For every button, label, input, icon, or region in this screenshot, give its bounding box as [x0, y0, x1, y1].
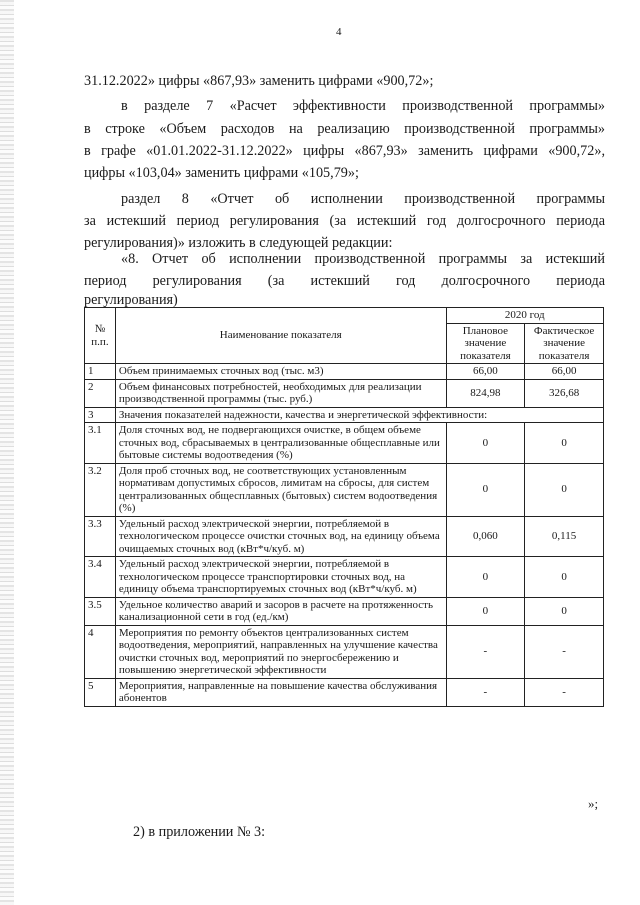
row-planned: - — [446, 625, 525, 678]
table-header-row — [85, 308, 604, 324]
row-planned: 0 — [446, 597, 525, 625]
row-num: 3.2 — [85, 463, 116, 516]
row-name: Значения показателей надежности, качества и энергетической эффективности: — [115, 407, 603, 423]
row-num: 3.3 — [85, 516, 116, 557]
header-name: Наименование показателя — [115, 308, 446, 364]
table-row — [85, 557, 604, 598]
text-line: в разделе 7 «Расчет эффективности производственной программы» — [121, 98, 605, 114]
table-row — [85, 597, 604, 625]
row-num: 2 — [85, 379, 116, 407]
section-heading-line: период регулирования (за истекший год долгосрочного периода — [84, 273, 605, 289]
header-year: 2020 год — [446, 308, 603, 324]
row-name: Объем принимаемых сточных вод (тыс. м3) — [115, 364, 446, 380]
row-actual: 0 — [525, 423, 604, 464]
table-row — [85, 516, 604, 557]
scan-edge — [0, 0, 14, 905]
row-num: 3 — [85, 407, 116, 423]
row-name: Удельное количество аварий и засоров в расчете на протяженность канализационной сети в год (ед./км) — [115, 597, 446, 625]
text-line: цифры «103,04» заменить цифрами «105,79»; — [84, 165, 359, 181]
table-row — [85, 463, 604, 516]
row-actual: 0 — [525, 597, 604, 625]
row-name: Удельный расход электрической энергии, потребляемой в технологическом процессе транспортировки сточных вод, на единицу объема транспортируемых сточных вод (кВт*ч/куб. м) — [115, 557, 446, 598]
row-actual: 326,68 — [525, 379, 604, 407]
row-planned: 0 — [446, 423, 525, 464]
row-name: Мероприятия, направленные на повышение качества обслуживания абонентов — [115, 678, 446, 706]
text-line: за истекший период регулирования (за истекший год долгосрочного периода — [84, 213, 605, 229]
report-table — [84, 307, 604, 707]
row-actual: 66,00 — [525, 364, 604, 380]
header-planned: Плановое значение показателя — [446, 323, 525, 364]
text-line: в графе «01.01.2022-31.12.2022» цифры «867,93» заменить цифрами «900,72», — [84, 143, 605, 159]
text-line: в строке «Объем расходов на реализацию производственной программы» — [84, 121, 605, 137]
page-number: 4 — [336, 26, 342, 38]
footer-text: 2) в приложении № 3: — [133, 824, 266, 840]
row-actual: 0,115 — [525, 516, 604, 557]
table-row — [85, 379, 604, 407]
row-actual: 0 — [525, 463, 604, 516]
text-line: раздел 8 «Отчет об исполнении производственной программы — [121, 191, 605, 207]
row-num: 1 — [85, 364, 116, 380]
row-num: 4 — [85, 625, 116, 678]
row-name: Мероприятия по ремонту объектов централизованных систем водоотведения, мероприятий, направленных на улучшение качества очистки сточных вод, мероприятий по энергосбережению и повышению энергетической эффективности — [115, 625, 446, 678]
text-line: регулирования)» изложить в следующей редакции: — [84, 235, 393, 251]
row-name: Доля проб сточных вод, не соответствующих установленным нормативам допустимых сбросов, лимитам на сбросы, для систем централизованных общесплавных (бытовых) систем водоотведения (%) — [115, 463, 446, 516]
table-row — [85, 423, 604, 464]
header-actual: Фактическое значение показателя — [525, 323, 604, 364]
row-planned: 0 — [446, 557, 525, 598]
row-actual: 0 — [525, 557, 604, 598]
section-heading-line: «8. Отчет об исполнении производственной программы за истекший — [121, 251, 605, 267]
row-planned: 824,98 — [446, 379, 525, 407]
row-planned: 0 — [446, 463, 525, 516]
row-name: Доля сточных вод, не подвергающихся очистке, в общем объеме сточных вод, сбрасываемых в централизованные общесплавные или бытовые системы водоотведения (%) — [115, 423, 446, 464]
section-heading-line: регулирования) — [84, 292, 178, 308]
row-name: Объем финансовых потребностей, необходимых для реализации производственной программы (тыс. руб.) — [115, 379, 446, 407]
row-actual: - — [525, 678, 604, 706]
text-line: 31.12.2022» цифры «867,93» заменить цифрами «900,72»; — [84, 73, 434, 89]
row-planned: 66,00 — [446, 364, 525, 380]
closing-quote: »; — [588, 796, 599, 811]
table-row — [85, 625, 604, 678]
row-num: 3.5 — [85, 597, 116, 625]
table-row — [85, 407, 604, 423]
row-planned: 0,060 — [446, 516, 525, 557]
table-row — [85, 364, 604, 380]
row-planned: - — [446, 678, 525, 706]
row-name: Удельный расход электрической энергии, потребляемой в технологическом процессе очистки сточных вод, на единицу объема очищаемых сточных вод (кВт*ч/куб. м) — [115, 516, 446, 557]
header-num: № п.п. — [85, 308, 116, 364]
row-num: 3.1 — [85, 423, 116, 464]
row-num: 3.4 — [85, 557, 116, 598]
table-row — [85, 678, 604, 706]
row-actual: - — [525, 625, 604, 678]
row-num: 5 — [85, 678, 116, 706]
